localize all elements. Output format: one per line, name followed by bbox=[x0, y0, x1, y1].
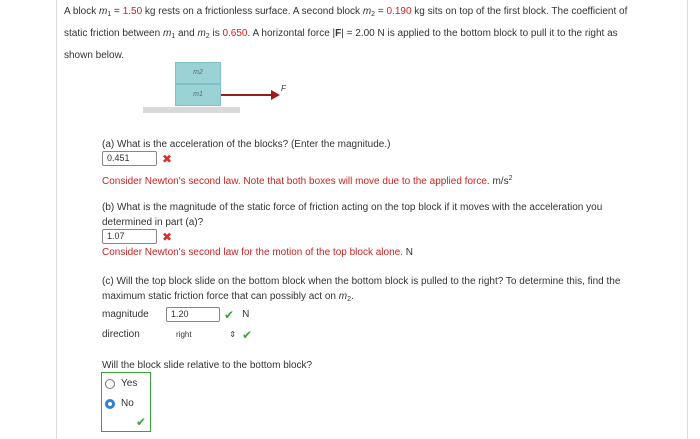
problem-statement bbox=[64, 2, 678, 65]
problem-text: static friction between bbox=[64, 28, 163, 39]
problem-text: kg sits on top of the first block. The coefficient of bbox=[411, 6, 628, 17]
magnitude-unit: N bbox=[242, 309, 250, 320]
blocks-figure bbox=[143, 60, 303, 115]
block-m1: m1 bbox=[175, 84, 221, 106]
part-a-answer-row bbox=[102, 151, 172, 166]
floor-surface bbox=[143, 107, 240, 113]
problem-text: | = 2.00 N is applied to the bottom block to pull it to the right as bbox=[341, 28, 618, 39]
part-c-magnitude-row bbox=[102, 307, 249, 322]
problem-text: kg rests on a frictionless surface. A second block bbox=[142, 6, 363, 17]
part-b-answer-input[interactable]: 1.07 bbox=[102, 229, 157, 244]
part-a-answer-input[interactable]: 0.451 bbox=[102, 151, 157, 166]
part-c-direction-row bbox=[102, 327, 252, 342]
magnitude-label: magnitude bbox=[102, 309, 149, 320]
correct-icon: ✔ bbox=[242, 327, 253, 342]
part-a-question: (a) What is the acceleration of the blocks? (Enter the magnitude.) bbox=[102, 139, 391, 150]
problem-text: = bbox=[111, 6, 123, 17]
slide-choice-group bbox=[101, 372, 151, 432]
m2-symbol: m bbox=[197, 28, 206, 39]
m2-value: 0.190 bbox=[386, 6, 412, 17]
block-m2: m2 bbox=[175, 62, 221, 84]
part-a-hint-text: Consider Newton's second law. Note that both boxes will move due to the applied force. bbox=[102, 176, 490, 187]
problem-text: and bbox=[175, 28, 198, 39]
problem-text: . A horizontal force | bbox=[247, 28, 336, 39]
part-a-unit-exponent: 2 bbox=[508, 175, 513, 182]
correct-icon: ✔ bbox=[224, 307, 235, 322]
radio-yes-icon[interactable] bbox=[105, 379, 115, 389]
mu-value: 0.650 bbox=[222, 28, 248, 39]
part-b-question-line1: (b) What is the magnitude of the static force of friction acting on the top block if it moves with the acceleration you bbox=[102, 202, 603, 213]
problem-text: shown below. bbox=[64, 50, 125, 61]
m2-subscript: 2 bbox=[205, 33, 210, 40]
m2-symbol: m bbox=[338, 291, 348, 302]
m1-value: 1.50 bbox=[122, 6, 143, 17]
m1-subscript: 1 bbox=[171, 33, 176, 40]
part-b-question-line2: determined in part (a)? bbox=[102, 217, 204, 228]
part-d-question: Will the block slide relative to the bottom block? bbox=[102, 360, 313, 371]
part-b-question bbox=[102, 200, 672, 230]
incorrect-icon: ✖ bbox=[162, 151, 173, 166]
incorrect-icon: ✖ bbox=[162, 229, 173, 244]
part-a-hint bbox=[102, 171, 672, 189]
part-c-question-line1: (c) Will the top block slide on the bottom block when the bottom block is pulled to the right? To determine this, find the bbox=[102, 276, 621, 287]
problem-text: = bbox=[375, 6, 387, 17]
problem-text: is bbox=[209, 28, 223, 39]
m2-symbol: m bbox=[362, 6, 372, 17]
m1-subscript: 1 bbox=[107, 11, 112, 18]
direction-label: direction bbox=[102, 329, 140, 340]
direction-select[interactable] bbox=[172, 327, 236, 342]
force-arrow bbox=[221, 94, 273, 96]
problem-text: A block bbox=[64, 6, 100, 17]
part-b-hint bbox=[102, 245, 672, 260]
force-label: F bbox=[281, 84, 286, 93]
option-yes-label: Yes bbox=[121, 378, 138, 389]
m1-symbol: m bbox=[162, 28, 172, 39]
radio-no-icon[interactable] bbox=[105, 399, 115, 409]
part-b-answer-row bbox=[102, 229, 172, 244]
force-arrow-head bbox=[271, 90, 280, 100]
direction-selected-value: right bbox=[176, 330, 192, 339]
m1-symbol: m bbox=[99, 6, 108, 17]
option-no-label: No bbox=[121, 398, 134, 409]
m2-subscript: 2 bbox=[347, 296, 352, 303]
correct-icon: ✔ bbox=[136, 415, 147, 429]
part-c-question bbox=[102, 274, 672, 307]
chevron-updown-icon: ⇕ bbox=[229, 330, 236, 339]
m2-subscript: 2 bbox=[371, 11, 376, 18]
part-c-question-end: . bbox=[351, 291, 354, 302]
force-symbol: F bbox=[335, 28, 342, 39]
part-b-hint-text: Consider Newton's second law for the motion of the top block alone. bbox=[102, 247, 403, 258]
part-a-unit: m/s bbox=[492, 176, 509, 187]
magnitude-input[interactable]: 1.20 bbox=[166, 307, 220, 322]
option-no[interactable] bbox=[105, 398, 134, 409]
part-c-question-line2: maximum static friction force that can possibly act on bbox=[102, 291, 339, 302]
part-b-unit: N bbox=[405, 247, 413, 258]
option-yes[interactable] bbox=[105, 378, 137, 389]
